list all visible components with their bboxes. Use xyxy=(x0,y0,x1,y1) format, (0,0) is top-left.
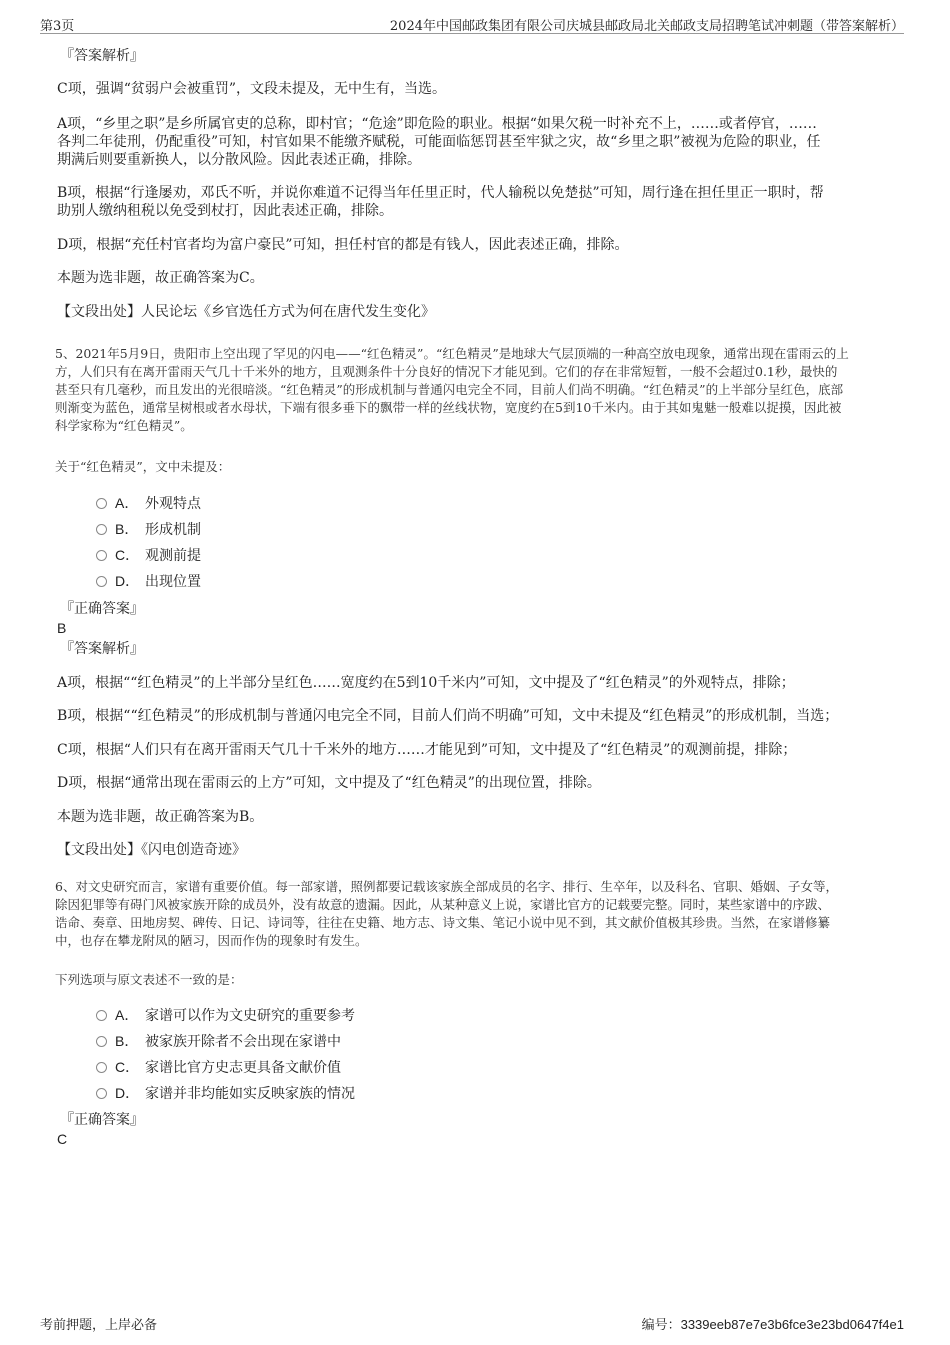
document-id-value: 3339eeb87e7e3b6fce3e23bd0647f4e1 xyxy=(680,1317,904,1332)
radio-icon[interactable] xyxy=(96,1088,107,1099)
q5-stem-line: 方，人们只有在离开雷雨天气几十千米外的地方，且观测条件十分良好的情况下才能见到。它们的存在非常短暂，一般不会超过0.1秒，最快的 xyxy=(55,364,838,379)
q5-option-c[interactable]: C． 观测前提 xyxy=(96,546,201,565)
q5-analysis-line: D项，根据“通常出现在雷雨云的上方”可知，文中提及了“红色精灵”的出现位置，排除。 xyxy=(57,775,601,791)
radio-icon[interactable] xyxy=(96,550,107,561)
q4-analysis-label: 『答案解析』 xyxy=(60,48,144,64)
q6-prompt: 下列选项与原文表述不一致的是： xyxy=(55,972,243,987)
q5-option-a[interactable]: A． 外观特点 xyxy=(96,494,201,513)
radio-icon[interactable] xyxy=(96,524,107,535)
q6-answer: C xyxy=(57,1131,68,1147)
q4-source: 【文段出处】人民论坛《乡官选任方式为何在唐代发生变化》 xyxy=(57,304,435,320)
document-id xyxy=(642,1314,904,1333)
footer-slogan: 考前押题，上岸必备 xyxy=(40,1318,158,1333)
page-footer xyxy=(40,1312,904,1332)
q5-analysis-line: A项，根据““红色精灵”的上半部分呈红色……宽度约在5到10千米内”可知，文中提及了“红色精灵”的外观特点，排除； xyxy=(57,675,795,691)
q4-analysis-line: 期满后则要重新换人，以分散风险。因此表述正确，排除。 xyxy=(57,152,421,168)
q6-stem-line: 中，也存在攀龙附凤的陋习，因而作伪的现象时有发生。 xyxy=(55,933,368,948)
q5-answer: B xyxy=(57,620,67,636)
q6-stem-line: 6、对文史研究而言，家谱有重要价值。每一部家谱，照例都要记载该家族全部成员的名字、排行、生卒年，以及科名、官职、婚姻、子女等， xyxy=(55,879,838,894)
radio-icon[interactable] xyxy=(96,1062,107,1073)
q6-stem-line: 诰命、奏章、田地房契、碑传、日记、诗词等，往往在史籍、地方志、诗文集、笔记小说中见不到，其文献价值极其珍贵。当然，在家谱修纂 xyxy=(55,915,831,930)
q5-option-d[interactable]: D． 出现位置 xyxy=(96,572,201,591)
q4-analysis-line: C项，强调“贫弱户会被重罚”，文段未提及，无中生有，当选。 xyxy=(57,81,447,97)
q5-analysis-line: C项，根据“人们只有在离开雷雨天气几十千米外的地方……才能见到”可知，文中提及了“红色精灵”的观测前提，排除； xyxy=(57,742,797,758)
q5-stem-line: 科学家称为“红色精灵”。 xyxy=(55,418,193,433)
q5-stem-line: 则渐变为蓝色，通常呈树根或者水母状，下端有很多垂下的飘带一样的丝线状物，宽度约在5到10千米内。由于其如鬼魅一般难以捉摸，因此被 xyxy=(55,400,842,415)
page-header xyxy=(40,13,904,34)
q4-analysis-line: 各判二年徒刑，仍配重役”可知，村官如果不能缴齐赋税，可能面临惩罚甚至牢狱之灾，故“乡里之职”被视为危险的职业，任 xyxy=(57,134,821,150)
q6-option-d[interactable]: D． 家谱并非均能如实反映家族的情况 xyxy=(96,1084,355,1103)
q4-analysis-line: B项，根据“行逢屡劝，邓氏不听，并说你难道不记得当年任里正时，代人输税以免楚挞”可知，周行逢在担任里正一职时，帮 xyxy=(57,185,824,201)
q5-stem-line: 5、2021年5月9日，贵阳市上空出现了罕见的闪电——“红色精灵”。“红色精灵”是地球大气层顶端的一种高空放电现象，通常出现在雷雨云的上 xyxy=(55,346,849,361)
page-number: 第3页 xyxy=(40,19,75,34)
q5-stem-line: 甚至只有几毫秒，而且发出的光很暗淡。“红色精灵”的形成机制与普通闪电完全不同，目前人们尚不明确。“红色精灵”的上半部分呈红色，底部 xyxy=(55,382,844,397)
radio-icon[interactable] xyxy=(96,1036,107,1047)
q6-option-c[interactable]: C． 家谱比官方史志更具备文献价值 xyxy=(96,1058,341,1077)
document-title: 2024年中国邮政集团有限公司庆城县邮政局北关邮政支局招聘笔试冲刺题（带答案解析） xyxy=(389,19,904,34)
q4-analysis-line: D项，根据“充任村官者均为富户豪民”可知，担任村官的都是有钱人，因此表述正确，排除。 xyxy=(57,237,629,253)
radio-icon[interactable] xyxy=(96,498,107,509)
q5-analysis-line: B项，根据““红色精灵”的形成机制与普通闪电完全不同，目前人们尚不明确”可知，文中未提及“红色精灵”的形成机制，当选； xyxy=(57,708,839,724)
radio-icon[interactable] xyxy=(96,1010,107,1021)
q5-analysis-label: 『答案解析』 xyxy=(60,641,144,657)
q5-option-b[interactable]: B． 形成机制 xyxy=(96,520,201,539)
q5-prompt: 关于“红色精灵”，文中未提及： xyxy=(55,459,231,474)
q6-stem-line: 除因犯罪等有碍门风被家族开除的成员外，没有故意的遗漏。因此，从某种意义上说，家谱比官方的记载要完整。同时，某些家谱中的序跋、 xyxy=(55,897,831,912)
q6-option-a[interactable]: A． 家谱可以作为文史研究的重要参考 xyxy=(96,1006,355,1025)
q4-analysis-line: A项，“乡里之职”是乡所属官吏的总称，即村官；“危途”即危险的职业。根据“如果欠税一时补充不上，……或者停官，…… xyxy=(57,116,817,132)
q6-answer-label: 『正确答案』 xyxy=(60,1112,144,1128)
q4-analysis-line: 助别人缴纳租税以免受到杖打，因此表述正确，排除。 xyxy=(57,203,393,219)
q6-option-b[interactable]: B． 被家族开除者不会出现在家谱中 xyxy=(96,1032,341,1051)
q5-analysis-line: 本题为选非题，故正确答案为B。 xyxy=(57,809,264,825)
q5-answer-label: 『正确答案』 xyxy=(60,601,144,617)
document-id-label: 编号： xyxy=(641,1318,681,1333)
q4-analysis-line: 本题为选非题，故正确答案为C。 xyxy=(57,270,264,286)
q5-source: 【文段出处】《闪电创造奇迹》 xyxy=(57,842,246,858)
radio-icon[interactable] xyxy=(96,576,107,587)
